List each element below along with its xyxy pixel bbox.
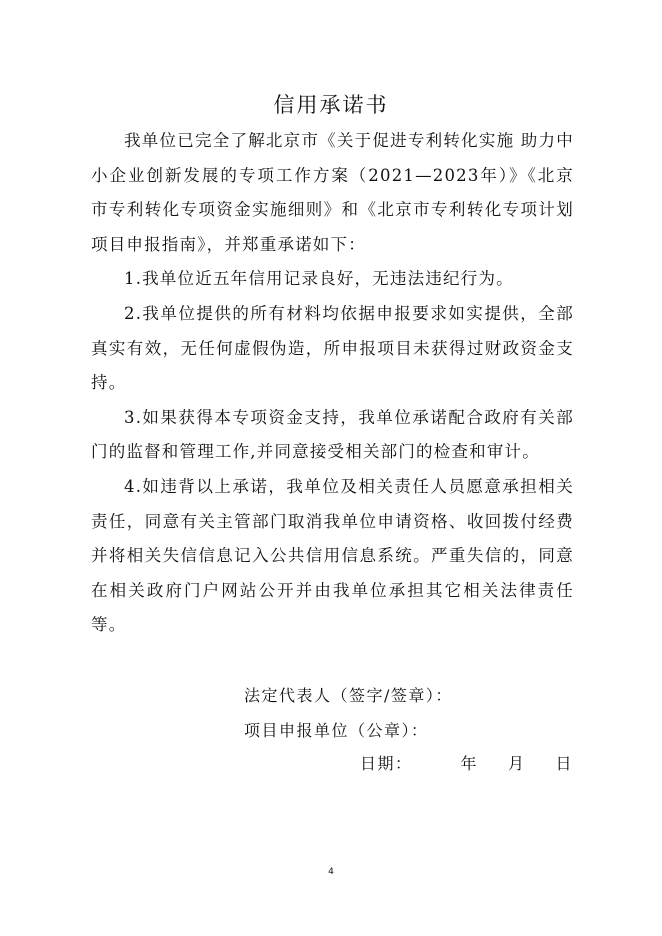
legal-representative-signature-line: 法定代表人（签字/签章）： [244,686,453,705]
paragraph-item-2: 2.我单位提供的所有材料均依据申报要求如实提供，全部真实有效，无任何虚假伪造，所申报项目未获得过财政资金支持。 [91,303,574,393]
document-title: 信用承诺书 [273,93,389,117]
applicant-unit-seal-line: 项目申报单位（公章）： [244,721,429,740]
paragraph-item-4: 4.如违背以上承诺，我单位及相关责任人员愿意承担相关责任，同意有关主管部门取消我单位申请资格、收回拨付经费并将相关失信信息记入公共信用信息系统。严重失信的，同意在相关政府门户网站公开并由我单位承担其它相关法律责任等。 [91,476,574,635]
date-label: 日期： [360,754,413,773]
paragraph-item-3: 3.如果获得本专项资金支持，我单位承诺配合政府有关部门的监督和管理工作,并同意接受相关部门的检查和审计。 [91,407,574,462]
page-number: 4 [328,867,334,877]
month-label: 月 [508,754,526,773]
year-label: 年 [460,754,479,773]
date-line [360,752,573,776]
day-label: 日 [555,754,574,773]
document-body [91,124,574,643]
paragraph-item-1: 1.我单位近五年信用记录良好，无违法违纪行为。 [124,269,514,289]
paragraph-intro: 我单位已完全了解北京市《关于促进专利转化实施 助力中小企业创新发展的专项工作方案（2021—2023年）》《北京市专利转化专项资金实施细则》和《北京市专利转化专项计划项目申报指南》，并郑重承诺如下： [91,131,574,254]
